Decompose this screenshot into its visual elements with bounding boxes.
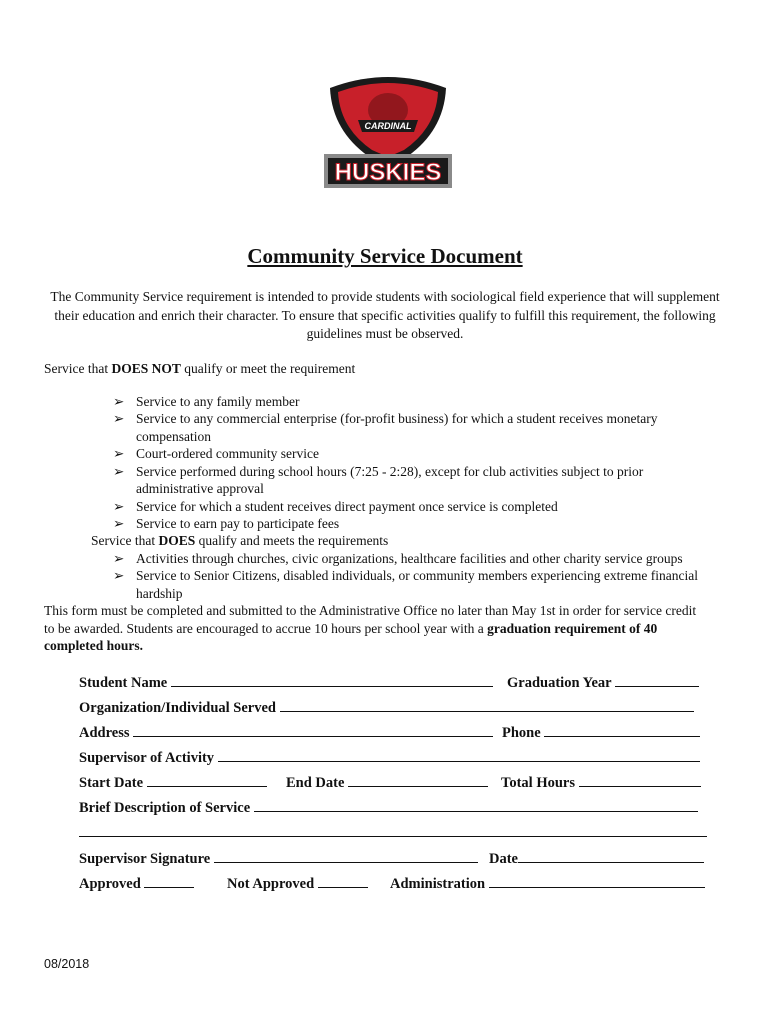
date-blank[interactable] xyxy=(518,848,704,863)
description-blank[interactable] xyxy=(254,797,698,812)
total-hours-blank[interactable] xyxy=(579,772,701,787)
supervisor-field: Supervisor of Activity xyxy=(79,747,700,767)
logo-huskies-text: HUSKIES xyxy=(334,159,442,186)
qualify-heading: Service that DOES qualify and meets the requirements xyxy=(91,533,389,548)
supervisor-signature-field: Supervisor Signature xyxy=(79,848,478,868)
phone-blank[interactable] xyxy=(544,722,700,737)
organization-field: Organization/Individual Served xyxy=(79,697,694,717)
total-hours-field: Total Hours xyxy=(501,772,701,792)
student-name-field: Student Name xyxy=(79,672,493,692)
intro-paragraph: The Community Service requirement is intended to provide students with sociological field experience that will supplement their education and enrich their character. To ensure that specific activities qualify to fulfill this requirement, the following guidelines must be observed. xyxy=(50,289,720,342)
end-date-field: End Date xyxy=(286,772,488,792)
submission-line-2: to be awarded. Students are encouraged to accrue 10 hours per school year with a graduation requirement of 40 xyxy=(44,621,658,636)
address-blank[interactable] xyxy=(133,722,493,737)
graduation-year-field: Graduation Year xyxy=(507,672,699,692)
approved-blank[interactable] xyxy=(144,873,194,888)
not-qualify-heading: Service that DOES NOT qualify or meet the requirement xyxy=(44,361,356,376)
logo-cardinal-text: CARDINAL xyxy=(364,121,412,131)
cardinal-huskies-logo xyxy=(318,70,458,192)
graduation-year-blank[interactable] xyxy=(615,672,699,687)
description-blank-line-2-wrap xyxy=(79,822,707,842)
start-date-blank[interactable] xyxy=(147,772,267,787)
administration-field: Administration xyxy=(390,873,705,893)
start-date-field: Start Date xyxy=(79,772,267,792)
description-field: Brief Description of Service xyxy=(79,797,698,817)
submission-line-3: completed hours. xyxy=(44,638,143,653)
submission-line-1: This form must be completed and submitted to the Administrative Office no later than May 1st in order for service credit xyxy=(44,603,697,618)
revision-date: 08/2018 xyxy=(44,957,90,971)
administration-blank[interactable] xyxy=(489,873,705,888)
supervisor-signature-blank[interactable] xyxy=(214,848,478,863)
date-field: Date xyxy=(489,848,704,868)
supervisor-blank[interactable] xyxy=(218,747,700,762)
document-title: Community Service Document xyxy=(247,244,523,268)
address-field: Address xyxy=(79,722,493,742)
student-name-blank[interactable] xyxy=(171,672,493,687)
approved-field: Approved xyxy=(79,873,194,893)
phone-field: Phone xyxy=(502,722,700,742)
organization-blank[interactable] xyxy=(280,697,694,712)
not-approved-blank[interactable] xyxy=(318,873,368,888)
not-approved-field: Not Approved xyxy=(227,873,368,893)
description-blank-line-2[interactable] xyxy=(79,822,707,837)
end-date-blank[interactable] xyxy=(348,772,488,787)
